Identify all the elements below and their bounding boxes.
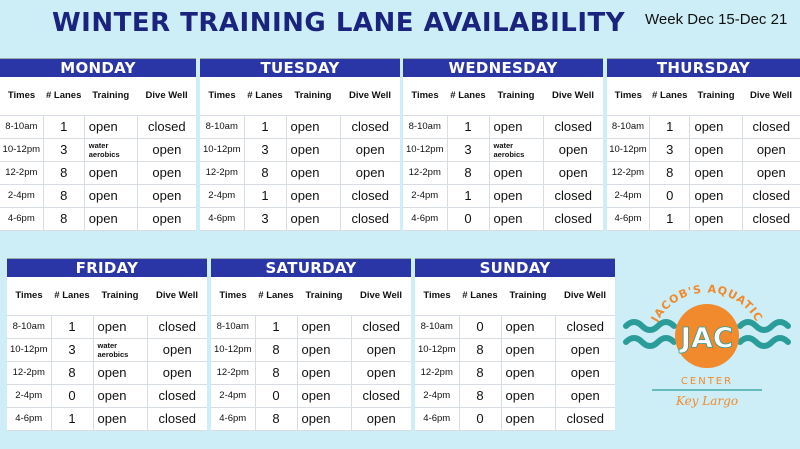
dive-well-cell: open bbox=[147, 338, 207, 361]
time-cell: 4-6pm bbox=[415, 407, 459, 430]
dive-well-cell: open bbox=[351, 338, 411, 361]
time-cell: 12-2pm bbox=[0, 161, 43, 184]
col-dive-well-header: Dive Well bbox=[147, 277, 207, 315]
lanes-cell: 8 bbox=[649, 161, 690, 184]
time-cell: 12-2pm bbox=[607, 161, 649, 184]
dive-well-cell: open bbox=[351, 361, 411, 384]
time-cell: 10-12pm bbox=[607, 138, 649, 161]
table-row bbox=[403, 161, 603, 184]
dive-well-cell: open bbox=[137, 161, 196, 184]
training-cell: open bbox=[93, 384, 147, 407]
time-cell: 10-12pm bbox=[200, 138, 244, 161]
time-cell: 12-2pm bbox=[415, 361, 459, 384]
training-cell: open bbox=[84, 161, 137, 184]
time-cell: 2-4pm bbox=[200, 184, 244, 207]
table-row bbox=[415, 338, 615, 361]
time-cell: 8-10am bbox=[403, 115, 447, 138]
lanes-cell: 1 bbox=[447, 184, 489, 207]
lanes-cell: 1 bbox=[447, 115, 489, 138]
table-row bbox=[415, 407, 615, 430]
header-row bbox=[415, 277, 615, 315]
time-cell: 8-10am bbox=[7, 315, 51, 338]
lanes-cell: 8 bbox=[51, 361, 93, 384]
dive-well-cell: open bbox=[555, 338, 615, 361]
time-cell: 8-10am bbox=[415, 315, 459, 338]
jacobs-aquatic-center-logo bbox=[622, 276, 792, 416]
training-cell: open bbox=[297, 315, 351, 338]
table-row bbox=[211, 384, 411, 407]
col-times-header: Times bbox=[211, 277, 255, 315]
lanes-cell: 1 bbox=[244, 115, 286, 138]
table-row bbox=[211, 315, 411, 338]
training-cell: open bbox=[297, 338, 351, 361]
col-dive-well-header: Dive Well bbox=[340, 77, 400, 115]
lanes-cell: 8 bbox=[43, 184, 84, 207]
day-schedule-saturday bbox=[211, 258, 411, 431]
col-training-header: Training bbox=[286, 77, 340, 115]
logo-location: Key Largo bbox=[675, 394, 739, 408]
day-schedule-monday bbox=[0, 58, 196, 231]
dive-well-cell: closed bbox=[555, 315, 615, 338]
dive-well-cell: open bbox=[137, 138, 196, 161]
lane-table bbox=[0, 77, 196, 231]
table-row bbox=[0, 207, 196, 230]
training-cell: open bbox=[690, 115, 742, 138]
table-row bbox=[211, 361, 411, 384]
day-heading: MONDAY bbox=[0, 59, 196, 77]
table-row bbox=[0, 161, 196, 184]
training-cell: open bbox=[690, 138, 742, 161]
training-cell: water aerobics bbox=[489, 138, 543, 161]
training-cell: open bbox=[297, 407, 351, 430]
lanes-cell: 1 bbox=[51, 315, 93, 338]
training-cell: open bbox=[489, 207, 543, 230]
lanes-cell: 1 bbox=[649, 207, 690, 230]
col-times-header: Times bbox=[0, 77, 43, 115]
training-cell: open bbox=[501, 361, 555, 384]
lanes-cell: 8 bbox=[244, 161, 286, 184]
table-row bbox=[0, 184, 196, 207]
day-heading: THURSDAY bbox=[607, 59, 800, 77]
dive-well-cell: closed bbox=[742, 115, 800, 138]
dive-well-cell: closed bbox=[742, 184, 800, 207]
table-row bbox=[200, 161, 400, 184]
time-cell: 2-4pm bbox=[607, 184, 649, 207]
header-row bbox=[200, 77, 400, 115]
dive-well-cell: closed bbox=[147, 315, 207, 338]
col-lanes-header: # Lanes bbox=[244, 77, 286, 115]
time-cell: 10-12pm bbox=[415, 338, 459, 361]
lane-table bbox=[607, 77, 800, 231]
training-cell: open bbox=[489, 184, 543, 207]
table-row bbox=[211, 338, 411, 361]
day-schedule-thursday bbox=[607, 58, 800, 231]
col-times-header: Times bbox=[607, 77, 649, 115]
table-row bbox=[200, 138, 400, 161]
training-cell: open bbox=[501, 407, 555, 430]
table-row bbox=[403, 138, 603, 161]
time-cell: 12-2pm bbox=[403, 161, 447, 184]
col-lanes-header: # Lanes bbox=[447, 77, 489, 115]
col-dive-well-header: Dive Well bbox=[137, 77, 196, 115]
lanes-cell: 1 bbox=[255, 315, 297, 338]
lanes-cell: 0 bbox=[459, 407, 501, 430]
header-row bbox=[211, 277, 411, 315]
col-training-header: Training bbox=[84, 77, 137, 115]
lanes-cell: 0 bbox=[649, 184, 690, 207]
lanes-cell: 0 bbox=[51, 384, 93, 407]
lane-table bbox=[200, 77, 400, 231]
time-cell: 4-6pm bbox=[200, 207, 244, 230]
time-cell: 4-6pm bbox=[211, 407, 255, 430]
time-cell: 2-4pm bbox=[403, 184, 447, 207]
table-row bbox=[7, 315, 207, 338]
table-row bbox=[200, 115, 400, 138]
time-cell: 10-12pm bbox=[403, 138, 447, 161]
time-cell: 4-6pm bbox=[403, 207, 447, 230]
dive-well-cell: closed bbox=[340, 115, 400, 138]
col-training-header: Training bbox=[489, 77, 543, 115]
dive-well-cell: open bbox=[742, 138, 800, 161]
day-heading: TUESDAY bbox=[200, 59, 400, 77]
training-cell: open bbox=[93, 407, 147, 430]
lanes-cell: 8 bbox=[43, 161, 84, 184]
table-row bbox=[200, 207, 400, 230]
dive-well-cell: closed bbox=[351, 315, 411, 338]
table-row bbox=[7, 384, 207, 407]
logo-monogram: JAC bbox=[680, 321, 734, 354]
training-cell: open bbox=[297, 384, 351, 407]
training-cell: open bbox=[690, 184, 742, 207]
dive-well-cell: closed bbox=[147, 407, 207, 430]
table-row bbox=[0, 138, 196, 161]
header-row bbox=[0, 77, 196, 115]
dive-well-cell: closed bbox=[137, 115, 196, 138]
lanes-cell: 8 bbox=[459, 361, 501, 384]
time-cell: 2-4pm bbox=[0, 184, 43, 207]
time-cell: 8-10am bbox=[211, 315, 255, 338]
header-row bbox=[607, 77, 800, 115]
day-schedule-tuesday bbox=[200, 58, 400, 231]
training-cell: open bbox=[501, 384, 555, 407]
table-row bbox=[403, 115, 603, 138]
time-cell: 12-2pm bbox=[7, 361, 51, 384]
dive-well-cell: closed bbox=[351, 384, 411, 407]
lanes-cell: 1 bbox=[649, 115, 690, 138]
dive-well-cell: open bbox=[137, 184, 196, 207]
training-cell: open bbox=[286, 138, 340, 161]
training-cell: open bbox=[501, 338, 555, 361]
day-heading: WEDNESDAY bbox=[403, 59, 603, 77]
dive-well-cell: open bbox=[137, 207, 196, 230]
table-row bbox=[7, 361, 207, 384]
dive-well-cell: open bbox=[340, 161, 400, 184]
time-cell: 4-6pm bbox=[607, 207, 649, 230]
training-cell: open bbox=[690, 207, 742, 230]
dive-well-cell: closed bbox=[555, 407, 615, 430]
training-cell: open bbox=[489, 115, 543, 138]
time-cell: 10-12pm bbox=[0, 138, 43, 161]
wave-right bbox=[740, 322, 788, 330]
table-row bbox=[607, 161, 800, 184]
table-row bbox=[7, 407, 207, 430]
lanes-cell: 3 bbox=[649, 138, 690, 161]
day-schedule-wednesday bbox=[403, 58, 603, 231]
lanes-cell: 8 bbox=[447, 161, 489, 184]
time-cell: 10-12pm bbox=[211, 338, 255, 361]
table-row bbox=[200, 184, 400, 207]
dive-well-cell: closed bbox=[340, 207, 400, 230]
lanes-cell: 0 bbox=[447, 207, 489, 230]
table-row bbox=[607, 115, 800, 138]
col-training-header: Training bbox=[297, 277, 351, 315]
lanes-cell: 3 bbox=[447, 138, 489, 161]
table-row bbox=[7, 338, 207, 361]
time-cell: 8-10am bbox=[200, 115, 244, 138]
training-cell: open bbox=[489, 161, 543, 184]
lanes-cell: 8 bbox=[459, 338, 501, 361]
lanes-cell: 8 bbox=[255, 338, 297, 361]
lane-table bbox=[415, 277, 615, 431]
table-row bbox=[211, 407, 411, 430]
logo-bottom-text: CENTER bbox=[680, 376, 734, 387]
table-row bbox=[415, 315, 615, 338]
dive-well-cell: closed bbox=[543, 184, 603, 207]
table-row bbox=[415, 361, 615, 384]
col-times-header: Times bbox=[403, 77, 447, 115]
logo-arc-text: JACOB'S AQUATIC bbox=[648, 282, 766, 325]
table-row bbox=[415, 384, 615, 407]
col-lanes-header: # Lanes bbox=[649, 77, 690, 115]
time-cell: 4-6pm bbox=[0, 207, 43, 230]
lanes-cell: 1 bbox=[43, 115, 84, 138]
table-row bbox=[607, 207, 800, 230]
day-heading: SATURDAY bbox=[211, 259, 411, 277]
dive-well-cell: open bbox=[351, 407, 411, 430]
time-cell: 12-2pm bbox=[211, 361, 255, 384]
week-range: Week Dec 15-Dec 21 bbox=[645, 11, 788, 28]
training-cell: open bbox=[690, 161, 742, 184]
time-cell: 2-4pm bbox=[415, 384, 459, 407]
dive-well-cell: open bbox=[742, 161, 800, 184]
training-cell: open bbox=[286, 184, 340, 207]
col-dive-well-header: Dive Well bbox=[555, 277, 615, 315]
time-cell: 2-4pm bbox=[7, 384, 51, 407]
training-cell: open bbox=[297, 361, 351, 384]
lanes-cell: 8 bbox=[255, 361, 297, 384]
table-row bbox=[403, 207, 603, 230]
training-cell: water aerobics bbox=[84, 138, 137, 161]
training-cell: open bbox=[286, 115, 340, 138]
header-row bbox=[403, 77, 603, 115]
lanes-cell: 0 bbox=[459, 315, 501, 338]
col-dive-well-header: Dive Well bbox=[742, 77, 800, 115]
training-cell: water aerobics bbox=[93, 338, 147, 361]
col-training-header: Training bbox=[501, 277, 555, 315]
col-lanes-header: # Lanes bbox=[459, 277, 501, 315]
lanes-cell: 0 bbox=[255, 384, 297, 407]
col-lanes-header: # Lanes bbox=[43, 77, 84, 115]
lane-table bbox=[7, 277, 207, 431]
day-schedule-sunday bbox=[415, 258, 615, 431]
col-times-header: Times bbox=[415, 277, 459, 315]
lanes-cell: 3 bbox=[244, 207, 286, 230]
header-row bbox=[7, 277, 207, 315]
dive-well-cell: open bbox=[555, 361, 615, 384]
col-times-header: Times bbox=[200, 77, 244, 115]
training-cell: open bbox=[84, 115, 137, 138]
dive-well-cell: closed bbox=[340, 184, 400, 207]
page-title: WINTER TRAINING LANE AVAILABILITY bbox=[52, 8, 626, 38]
training-cell: open bbox=[93, 315, 147, 338]
lanes-cell: 3 bbox=[43, 138, 84, 161]
table-row bbox=[0, 115, 196, 138]
time-cell: 8-10am bbox=[0, 115, 43, 138]
training-cell: open bbox=[84, 184, 137, 207]
training-cell: open bbox=[93, 361, 147, 384]
col-training-header: Training bbox=[690, 77, 742, 115]
dive-well-cell: closed bbox=[543, 115, 603, 138]
time-cell: 12-2pm bbox=[200, 161, 244, 184]
day-heading: SUNDAY bbox=[415, 259, 615, 277]
col-dive-well-header: Dive Well bbox=[351, 277, 411, 315]
time-cell: 10-12pm bbox=[7, 338, 51, 361]
time-cell: 8-10am bbox=[607, 115, 649, 138]
lanes-cell: 8 bbox=[43, 207, 84, 230]
dive-well-cell: open bbox=[147, 361, 207, 384]
training-cell: open bbox=[286, 161, 340, 184]
dive-well-cell: open bbox=[340, 138, 400, 161]
table-row bbox=[403, 184, 603, 207]
lane-table bbox=[211, 277, 411, 431]
day-schedule-friday bbox=[7, 258, 207, 431]
lanes-cell: 3 bbox=[51, 338, 93, 361]
col-dive-well-header: Dive Well bbox=[543, 77, 603, 115]
dive-well-cell: open bbox=[543, 138, 603, 161]
dive-well-cell: open bbox=[555, 384, 615, 407]
lanes-cell: 1 bbox=[244, 184, 286, 207]
training-cell: open bbox=[501, 315, 555, 338]
table-row bbox=[607, 184, 800, 207]
training-cell: open bbox=[286, 207, 340, 230]
table-row bbox=[607, 138, 800, 161]
time-cell: 2-4pm bbox=[211, 384, 255, 407]
col-times-header: Times bbox=[7, 277, 51, 315]
col-lanes-header: # Lanes bbox=[51, 277, 93, 315]
wave-left bbox=[626, 322, 674, 330]
lanes-cell: 8 bbox=[255, 407, 297, 430]
lanes-cell: 3 bbox=[244, 138, 286, 161]
day-heading: FRIDAY bbox=[7, 259, 207, 277]
dive-well-cell: closed bbox=[742, 207, 800, 230]
dive-well-cell: open bbox=[543, 161, 603, 184]
lane-table bbox=[403, 77, 603, 231]
lanes-cell: 8 bbox=[459, 384, 501, 407]
col-lanes-header: # Lanes bbox=[255, 277, 297, 315]
dive-well-cell: closed bbox=[147, 384, 207, 407]
dive-well-cell: closed bbox=[543, 207, 603, 230]
time-cell: 4-6pm bbox=[7, 407, 51, 430]
wave-right-2 bbox=[740, 338, 788, 346]
col-training-header: Training bbox=[93, 277, 147, 315]
wave-left-2 bbox=[626, 338, 674, 346]
lanes-cell: 1 bbox=[51, 407, 93, 430]
training-cell: open bbox=[84, 207, 137, 230]
